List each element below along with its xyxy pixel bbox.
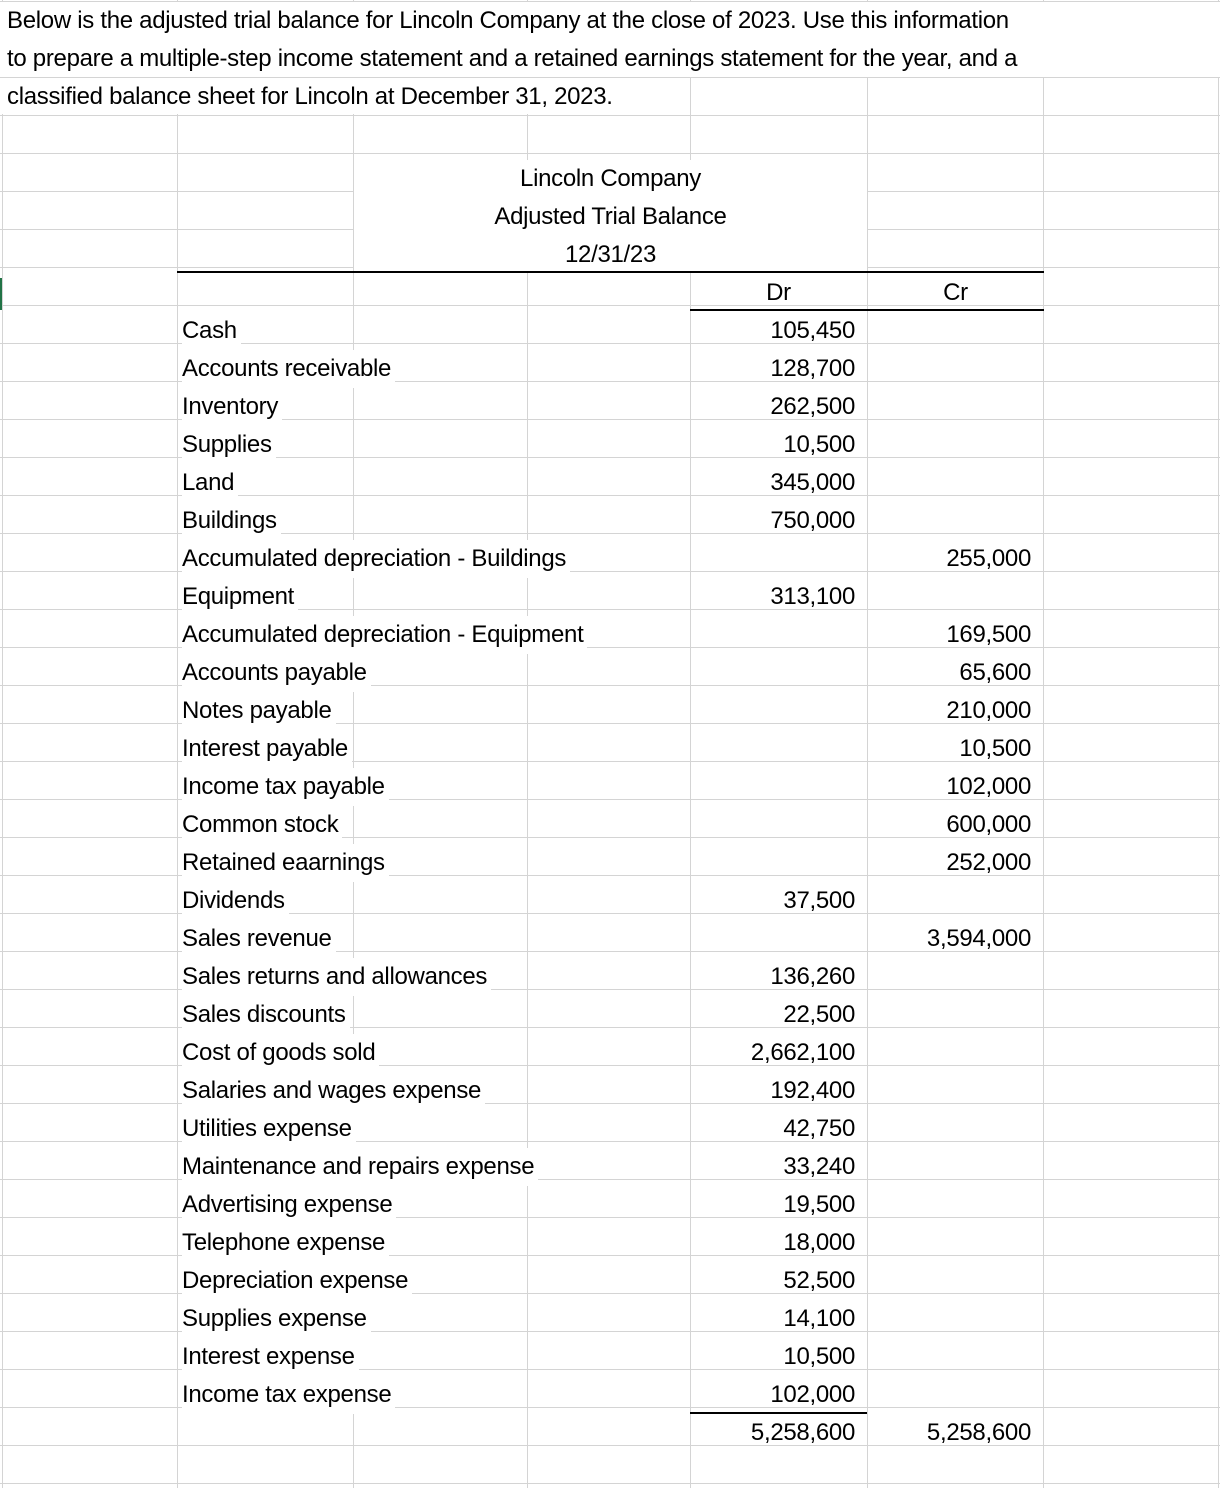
report-title: Adjusted Trial Balance: [494, 203, 727, 230]
debit-amount: [690, 692, 855, 730]
column-gridline: [1043, 0, 1044, 1488]
credit-amount: 169,500: [946, 621, 1031, 648]
credit-amount: [867, 1300, 1031, 1338]
credit-amount: 600,000: [946, 811, 1031, 838]
debit-amount: 10,500: [783, 1343, 855, 1370]
debit-amount: [690, 806, 855, 844]
credit-amount: [867, 1376, 1031, 1414]
debit-amount: 37,500: [783, 887, 855, 914]
credit-amount: [867, 426, 1031, 464]
column-gridline: [1218, 0, 1219, 1488]
credit-amount: [867, 578, 1031, 616]
account-name: Sales returns and allowances: [182, 958, 491, 996]
column-gridline: [177, 0, 178, 1488]
account-name: Salaries and wages expense: [182, 1072, 485, 1110]
account-name: Supplies: [182, 426, 276, 464]
credit-amount: [867, 1034, 1031, 1072]
debit-amount: 42,750: [783, 1115, 855, 1142]
credit-total: 5,258,600: [926, 1419, 1031, 1446]
credit-amount: 102,000: [946, 773, 1031, 800]
credit-amount: [867, 1186, 1031, 1224]
credit-amount: 255,000: [946, 545, 1031, 572]
debit-amount: [690, 540, 855, 578]
debit-amount: 14,100: [783, 1305, 855, 1332]
debit-amount: 2,662,100: [750, 1039, 855, 1066]
company-name: Lincoln Company: [520, 165, 701, 192]
debit-amount: 22,500: [783, 1001, 855, 1028]
credit-amount: [867, 502, 1031, 540]
account-name: Accounts receivable: [182, 350, 395, 388]
debit-amount: [690, 844, 855, 882]
account-name: Utilities expense: [182, 1110, 356, 1148]
debit-total: 5,258,600: [750, 1419, 855, 1446]
credit-amount: [867, 1072, 1031, 1110]
debit-amount: 128,700: [770, 355, 855, 382]
report-date: 12/31/23: [564, 241, 657, 268]
credit-column-header: Cr: [943, 279, 968, 306]
account-name: Cash: [182, 312, 241, 350]
credit-amount: 252,000: [946, 849, 1031, 876]
account-name: Land: [182, 464, 238, 502]
account-name: Supplies expense: [182, 1300, 371, 1338]
account-name: Cost of goods sold: [182, 1034, 379, 1072]
debit-amount: 192,400: [770, 1077, 855, 1104]
account-name: Advertising expense: [182, 1186, 396, 1224]
debit-amount: 262,500: [770, 393, 855, 420]
account-name: Inventory: [182, 388, 282, 426]
row-gridline: [0, 1445, 1220, 1446]
account-name: Depreciation expense: [182, 1262, 412, 1300]
debit-amount: 102,000: [770, 1381, 855, 1408]
debit-amount: 19,500: [783, 1191, 855, 1218]
account-name: Maintenance and repairs expense: [182, 1148, 538, 1186]
account-name: Sales discounts: [182, 996, 350, 1034]
account-name: Accounts payable: [182, 654, 371, 692]
account-name: Telephone expense: [182, 1224, 389, 1262]
account-name: Sales revenue: [182, 920, 336, 958]
instruction-line-3: classified balance sheet for Lincoln at December 31, 2023.: [7, 83, 613, 110]
debit-amount: 136,260: [770, 963, 855, 990]
account-name: Interest expense: [182, 1338, 359, 1376]
debit-amount: [690, 768, 855, 806]
debit-amount: 105,450: [770, 317, 855, 344]
credit-amount: [867, 1224, 1031, 1262]
column-gridline: [2, 0, 3, 1488]
account-name: Interest payable: [182, 730, 352, 768]
account-name: Buildings: [182, 502, 281, 540]
instruction-line-2: to prepare a multiple-step income statement and a retained earnings statement for the year, and a: [7, 45, 1018, 72]
debit-amount: [690, 654, 855, 692]
account-name: Equipment: [182, 578, 298, 616]
debit-column-header: Dr: [766, 279, 791, 306]
debit-amount: 313,100: [770, 583, 855, 610]
account-name: Notes payable: [182, 692, 336, 730]
account-name: Income tax expense: [182, 1376, 395, 1414]
credit-amount: [867, 350, 1031, 388]
credit-amount: [867, 882, 1031, 920]
row-gridline: [0, 1483, 1220, 1484]
credit-amount: [867, 388, 1031, 426]
credit-amount: 210,000: [946, 697, 1031, 724]
debit-amount: 33,240: [783, 1153, 855, 1180]
debit-amount: 10,500: [783, 431, 855, 458]
header-bottom-border: [177, 271, 1044, 273]
credit-amount: 65,600: [959, 659, 1031, 686]
debit-amount: 52,500: [783, 1267, 855, 1294]
credit-amount: 3,594,000: [926, 925, 1031, 952]
debit-amount: [690, 616, 855, 654]
account-name: Dividends: [182, 882, 289, 920]
debit-amount: 345,000: [770, 469, 855, 496]
credit-amount: [867, 312, 1031, 350]
account-name: Common stock: [182, 806, 342, 844]
account-name: Income tax payable: [182, 768, 389, 806]
credit-amount: [867, 958, 1031, 996]
credit-amount: 10,500: [959, 735, 1031, 762]
debit-amount: 750,000: [770, 507, 855, 534]
account-name: Accumulated depreciation - Buildings: [182, 540, 570, 578]
debit-amount: [690, 730, 855, 768]
row-gridline: [0, 153, 1220, 154]
row-selection-indicator: [0, 278, 2, 310]
credit-amount: [867, 1110, 1031, 1148]
debit-amount: [690, 920, 855, 958]
credit-amount: [867, 1148, 1031, 1186]
account-name: Accumulated depreciation - Equipment: [182, 616, 587, 654]
credit-amount: [867, 1338, 1031, 1376]
credit-amount: [867, 464, 1031, 502]
account-name: Retained eaarnings: [182, 844, 389, 882]
credit-amount: [867, 996, 1031, 1034]
instruction-line-1: Below is the adjusted trial balance for Lincoln Company at the close of 2023. Use this information: [7, 7, 1009, 34]
credit-amount: [867, 1262, 1031, 1300]
debit-amount: 18,000: [783, 1229, 855, 1256]
